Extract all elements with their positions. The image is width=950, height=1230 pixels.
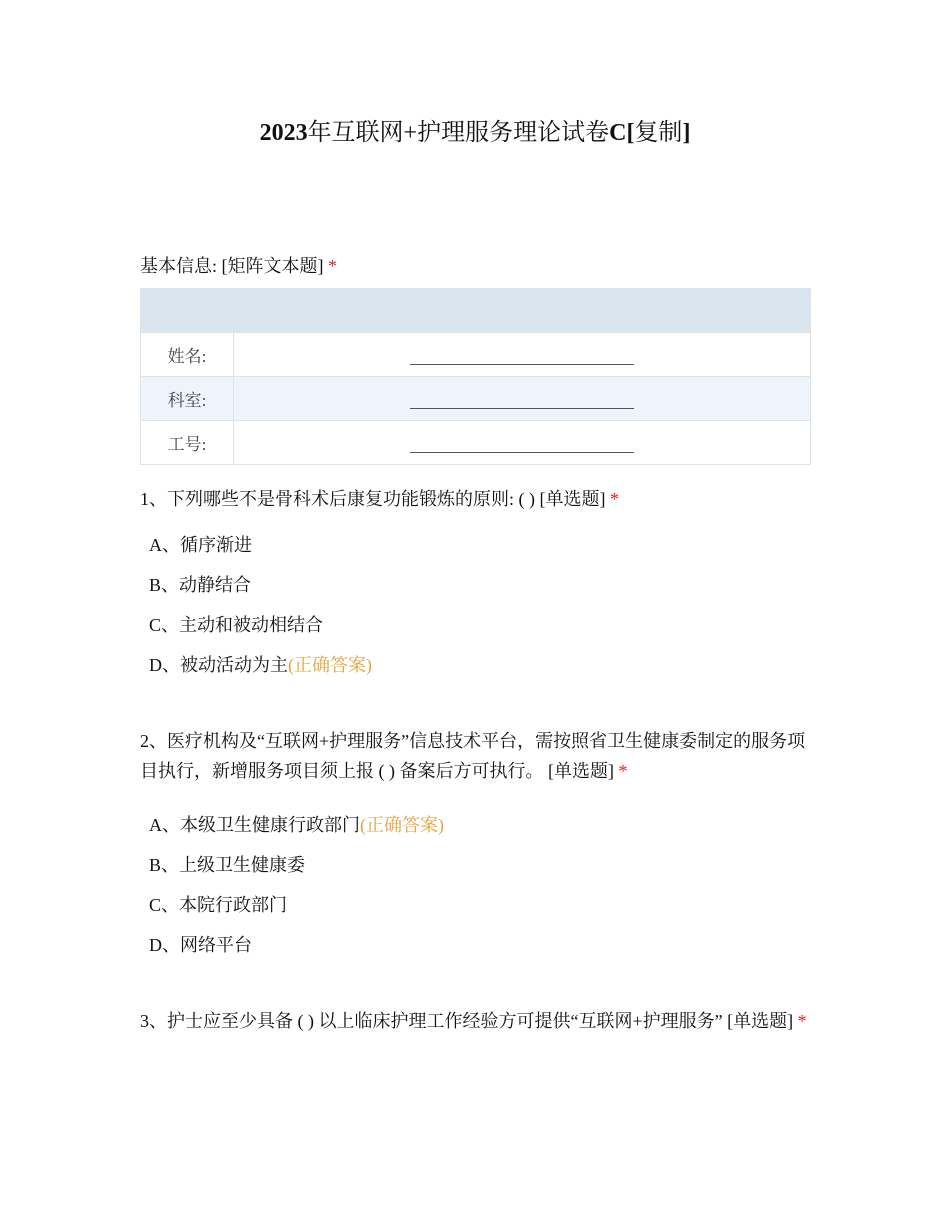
option-text: D、被动活动为主 [149,655,288,675]
question-type: [单选题] [548,761,614,781]
question-2 [140,726,812,786]
title-suffix: C[ [609,120,635,146]
department-blank[interactable] [410,390,634,409]
required-mark: * [618,761,628,781]
basic-info-label [140,252,337,278]
page-title [0,112,950,147]
title-year: 2023 [259,120,308,146]
option-text: A、循序渐进 [149,535,252,555]
matrix-header-cell [234,289,811,333]
option-text: C、主动和被动相结合 [149,615,324,635]
question-text: 1、下列哪些不是骨科术后康复功能锻炼的原则: ( ) [140,489,540,509]
question-text: 3、护士应至少具备 ( ) 以上临床护理工作经验方可提供“互联网+护理服务” [140,1011,723,1031]
option-text: C、本院行政部门 [149,895,288,915]
matrix-row-department [141,377,811,421]
option-text: A、本级卫生健康行政部门 [149,815,360,835]
required-mark: * [797,1011,807,1031]
correct-answer-mark: (正确答案) [360,815,444,835]
q2-option-d[interactable] [149,930,252,960]
department-input-cell[interactable] [234,377,811,421]
matrix-row-label: 科室: [141,377,234,421]
employee-id-blank[interactable] [410,434,634,453]
matrix-row-label: 姓名: [141,333,234,377]
matrix-header-row [141,289,811,333]
question-1 [140,484,812,514]
required-mark: * [328,256,338,276]
basic-info-matrix [140,288,811,465]
question-type: [单选题] [539,489,606,509]
option-text: D、网络平台 [149,935,252,955]
title-close: ] [682,120,691,146]
option-text: B、动静结合 [149,575,252,595]
matrix-header-cell [141,289,234,333]
q1-option-d[interactable] [149,650,372,680]
q2-option-a[interactable] [149,810,444,840]
employee-id-input-cell[interactable] [234,421,811,465]
option-text: B、上级卫生健康委 [149,855,306,875]
basic-info-title: 基本信息: [140,256,218,276]
q2-option-b[interactable] [149,850,305,880]
question-3 [140,1006,812,1036]
q1-option-c[interactable] [149,610,323,640]
question-text: 2、医疗机构及“互联网+护理服务”信息技术平台，需按照省卫生健康委制定的服务项目执行，新增服务项目须上报 ( ) 备案后方可执行。 [140,731,806,781]
name-input-cell[interactable] [234,333,811,377]
q1-option-b[interactable] [149,570,251,600]
title-text: 年互联网+护理服务理论试卷 [307,120,610,146]
matrix-row-employee-id [141,421,811,465]
correct-answer-mark: (正确答案) [288,655,372,675]
basic-info-type: [矩阵文本题] [221,256,324,276]
q1-option-a[interactable] [149,530,252,560]
question-type: [单选题] [727,1011,794,1031]
required-mark: * [610,489,619,509]
matrix-row-label: 工号: [141,421,234,465]
title-copy: 复制 [634,120,683,146]
matrix-row-name [141,333,811,377]
q2-option-c[interactable] [149,890,287,920]
name-blank[interactable] [410,346,634,365]
